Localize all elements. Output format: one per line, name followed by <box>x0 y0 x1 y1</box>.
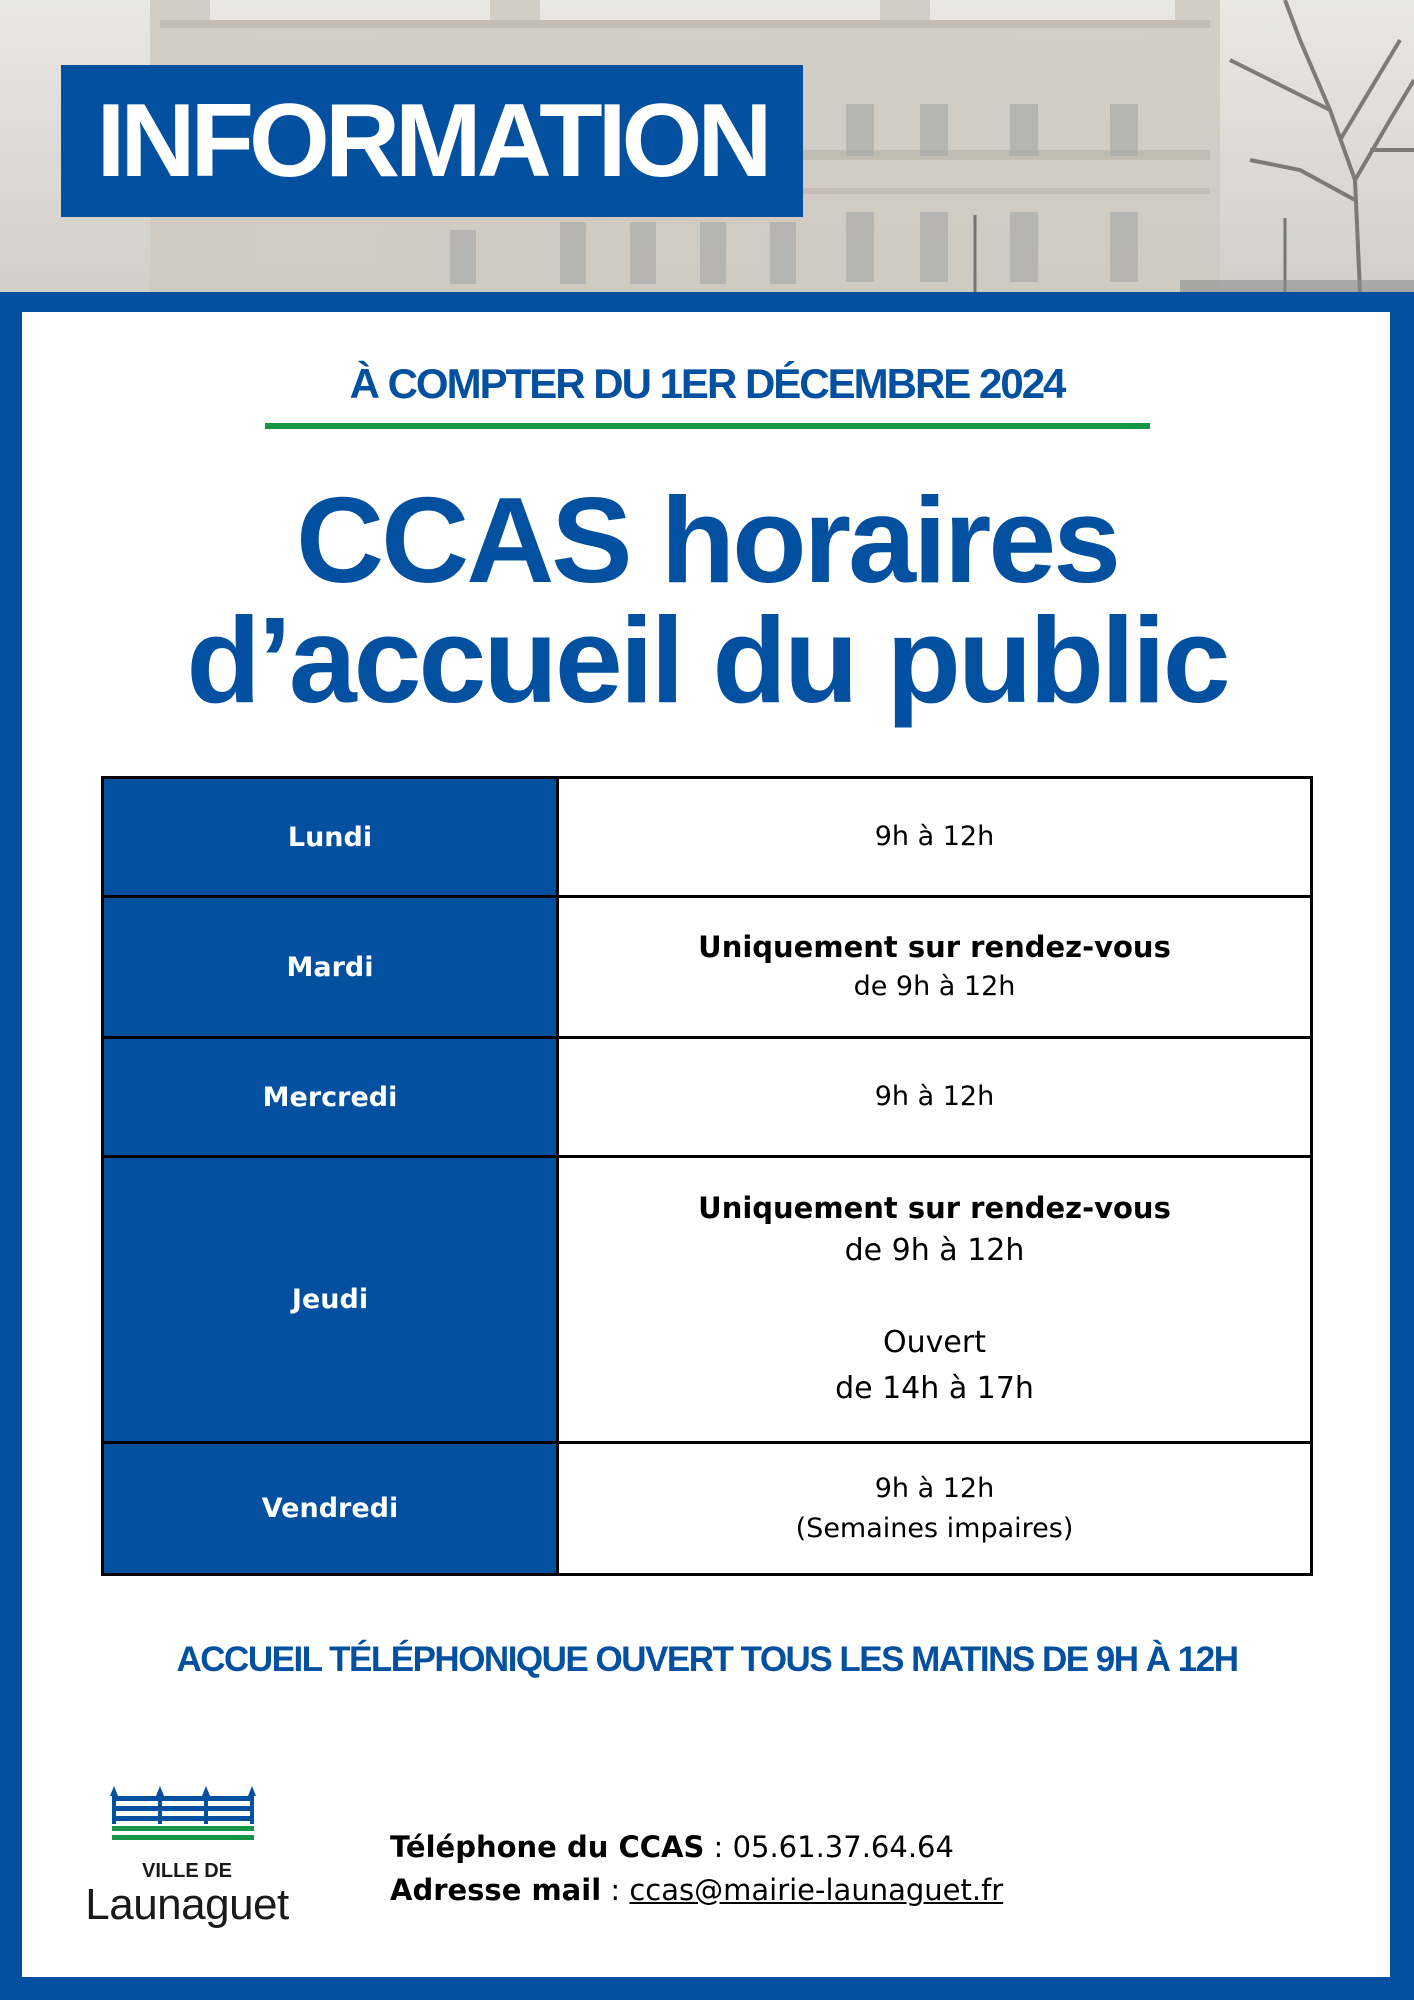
day-label: Mercredi <box>103 1038 558 1157</box>
page-title-line-1: CCAS horaires <box>295 472 1119 608</box>
hours-cell <box>558 778 1312 897</box>
phone-hours-notice: ACCUEIL TÉLÉPHONIQUE OUVERT TOUS LES MATINS DE 9H À 12H <box>176 1640 1238 1679</box>
information-title: INFORMATION <box>96 83 768 199</box>
email-link[interactable]: ccas@mairie-launaguet.fr <box>629 1873 1004 1907</box>
opening-hours-table <box>101 776 1313 1576</box>
town-hall-emblem-icon <box>110 1786 256 1846</box>
table-row-mercredi <box>103 1038 1312 1157</box>
day-label: Lundi <box>103 778 558 897</box>
table-row-mardi <box>103 897 1312 1038</box>
hours-line: de 9h à 12h <box>853 971 1016 1002</box>
hours-cell <box>558 1038 1312 1157</box>
hours-cell <box>558 897 1312 1038</box>
open-note: Ouvert <box>883 1324 986 1360</box>
phone-number[interactable]: 05.61.37.64.64 <box>732 1830 954 1864</box>
hours-line: de 14h à 17h <box>835 1370 1034 1406</box>
information-banner <box>61 65 803 217</box>
hours-line: de 9h à 12h <box>844 1232 1025 1268</box>
mail-label: Adresse mail <box>390 1873 602 1907</box>
table-row-jeudi <box>103 1157 1312 1443</box>
spacer <box>559 1274 1310 1320</box>
day-label: Jeudi <box>103 1157 558 1443</box>
appointment-only-note: Uniquement sur rendez-vous <box>698 930 1171 964</box>
phone-label: Téléphone du CCAS <box>390 1830 705 1864</box>
date-underline <box>265 423 1150 429</box>
hours-line: 9h à 12h <box>874 1081 995 1112</box>
phone-separator: : <box>704 1830 733 1864</box>
hours-line: 9h à 12h <box>874 1472 995 1504</box>
phone-row <box>390 1826 1003 1869</box>
appointment-only-note: Uniquement sur rendez-vous <box>698 1190 1171 1225</box>
table-row-lundi <box>103 778 1312 897</box>
hours-cell <box>558 1157 1312 1443</box>
hours-cell <box>558 1443 1312 1575</box>
logo-prefix: VILLE DE <box>141 1860 232 1882</box>
mail-row <box>390 1869 1003 1912</box>
logo-town-name: Launaguet <box>85 1880 289 1929</box>
effective-date: À COMPTER DU 1ER DÉCEMBRE 2024 <box>349 360 1065 407</box>
mail-separator: : <box>601 1873 630 1907</box>
page-title-line-2: d’accueil du public <box>186 592 1228 728</box>
day-label: Mardi <box>103 897 558 1038</box>
day-label: Vendredi <box>103 1443 558 1575</box>
contact-block <box>390 1826 1003 1912</box>
table-row-vendredi <box>103 1443 1312 1575</box>
week-note: (Semaines impaires) <box>795 1512 1074 1544</box>
header-photo <box>0 0 1414 292</box>
hours-line: 9h à 12h <box>874 821 995 852</box>
city-logo <box>72 1786 312 1936</box>
